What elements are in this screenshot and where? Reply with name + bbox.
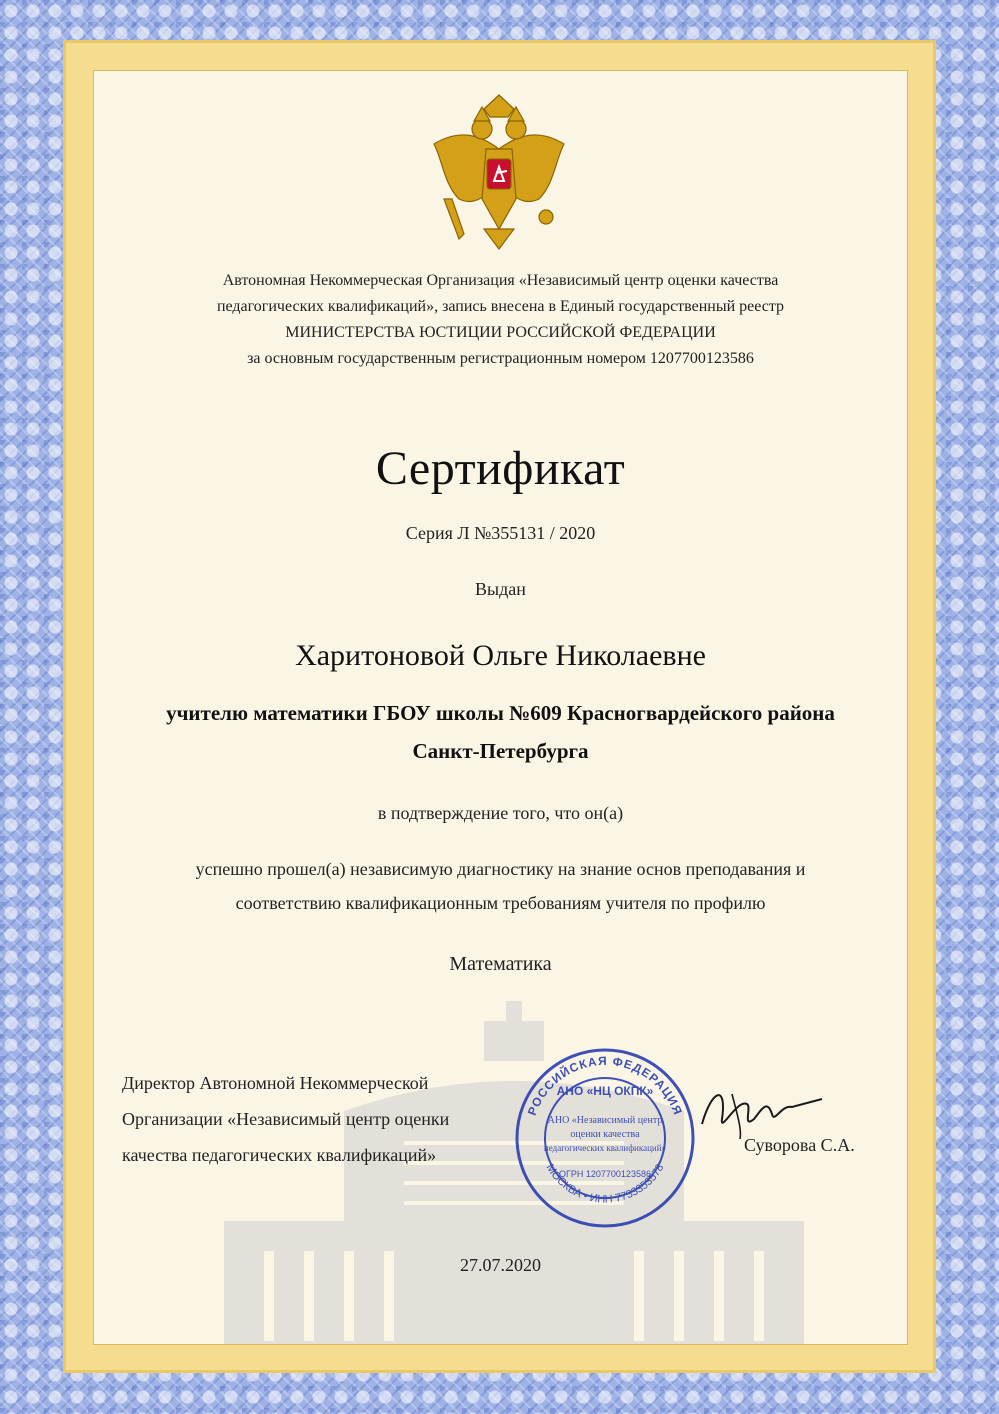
stamp-bottom-line-1: ОГРН 1207700123586 [559, 1169, 651, 1179]
stamp-center-line-2: оценки качества [570, 1129, 640, 1140]
result-line-1: успешно прошел(а) независимую диагностику на знание основ преподавания и [195, 859, 806, 879]
issued-label: Выдан [475, 579, 526, 599]
certificate-title: Сертификат [375, 442, 626, 495]
org-header-line-4: за основным государственным регистрационным номером 1207700123586 [247, 350, 754, 367]
org-header-line-1: Автономная Некоммерческая Организация «Независимый центр оценки качества [222, 272, 779, 289]
coat-of-arms-icon [424, 89, 574, 259]
result-line-2: соответствию квалификационным требованиям учителя по профилю [235, 893, 766, 913]
recipient-name: Харитоновой Ольге Николаевне [295, 639, 706, 672]
recipient-position-line-2: Санкт-Петербурга [412, 739, 589, 763]
director-line-2: Организации «Независимый центр оценки [122, 1109, 450, 1129]
stamp-center-line-1: АНО «Независимый центр [547, 1115, 663, 1126]
certificate-paper [93, 70, 908, 1345]
stamp-center-line-3: педагогических квалификаций» [543, 1143, 667, 1153]
series-number: Серия Л №355131 / 2020 [405, 523, 596, 543]
profile-subject: Математика [449, 953, 552, 975]
director-line-3: качества педагогических квалификаций» [122, 1145, 437, 1165]
stamp-seal-icon [510, 1043, 700, 1233]
stamp-outer-text: РОССИЙСКАЯ ФЕДЕРАЦИЯ [524, 1053, 686, 1118]
director-line-1: Директор Автономной Некоммерческой [122, 1073, 429, 1093]
confirm-text: в подтверждение того, что он(а) [377, 803, 624, 823]
stamp-bottom-line-2: МОСКВА • ИНН 7733353578 [543, 1162, 667, 1206]
stamp-org-short: АНО «НЦ ОКПК» [556, 1084, 654, 1098]
org-header-line-3: МИНИСТЕРСТВА ЮСТИЦИИ РОССИЙСКОЙ ФЕДЕРАЦИИ [285, 324, 716, 341]
recipient-position-line-1: учителю математики ГБОУ школы №609 Красногвардейского района [166, 701, 835, 725]
signer-name: Суворова С.А. [744, 1135, 855, 1155]
director-title [122, 1065, 522, 1173]
org-header-line-2: педагогических квалификаций», запись внесена в Единый государственный реестр [216, 298, 785, 315]
issue-date: 27.07.2020 [460, 1255, 541, 1275]
